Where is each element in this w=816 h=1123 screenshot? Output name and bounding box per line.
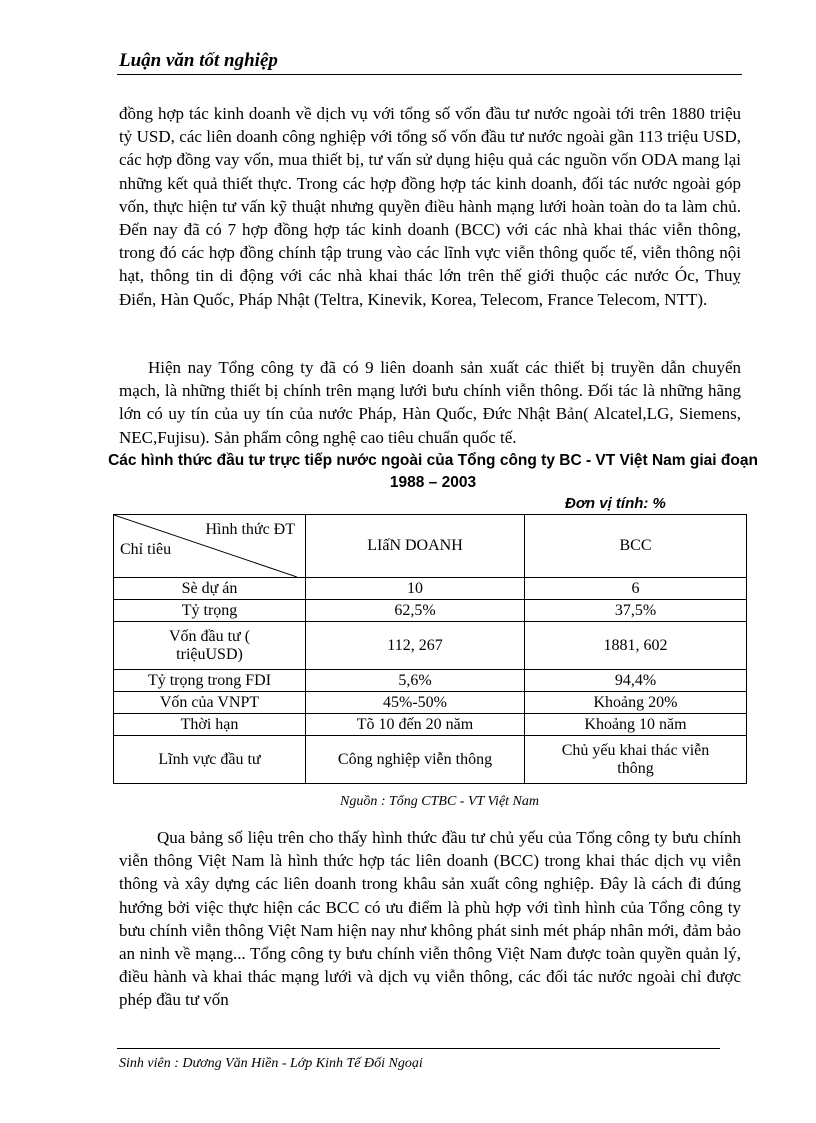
cell-bcc: 6 [525, 578, 747, 600]
row-label: Tỷ trọng [114, 600, 306, 622]
cell-bcc: 94,4% [525, 670, 747, 692]
table-title: Các hình thức đầu tư trực tiếp nước ngoài của Tổng công ty BC - VT Việt Nam giai đoạn 1988 – 2003 [108, 452, 758, 491]
table-row [114, 714, 747, 736]
row-label: Vốn của VNPT [114, 692, 306, 714]
paragraph-1: đồng hợp tác kinh doanh về dịch vụ với tổng số vốn đầu tư nước ngoài tới trên 1880 triệu tỷ USD, các liên doanh công nghiệp với tổng số vốn đầu tư nước ngoài gần 113 triệu USD, các hợp đồng vay vốn, mua thiết bị, tư vấn sử dụng hiệu quả các nguồn vốn ODA mang lại những kết quả thiết thực. Trong các hợp đồng hợp tác kinh doanh, đối tác nước ngoài góp vốn, thực hiện tư vấn kỹ thuật nhưng quyền điều hành mạng lưới hoàn toàn do ta làm chủ. Đến nay đã có 7 hợp đồng hợp tác kinh doanh (BCC) với các nhà khai thác viễn thông, trong đó các hợp đồng chính tập trung vào các lĩnh vực viễn thông quốc tế, viễn thông nội hạt, thông tin di động với các nhà khai thác lớn trên thế giới thuộc các nước Óc, Thuỵ Điển, Hàn Quốc, Pháp Nhật (Teltra, Kinevik, Korea, Telecom, France Telecom, NTT). [119, 104, 741, 309]
header-divider [117, 74, 742, 75]
cell-joint-venture: 5,6% [306, 670, 525, 692]
cell-joint-venture: 112, 267 [306, 622, 525, 670]
row-label: Tỷ trọng trong FDI [114, 670, 306, 692]
cell-bcc: Khoảng 20% [525, 692, 747, 714]
row-label: Thời hạn [114, 714, 306, 736]
cell-joint-venture: Tõ 10 đến 20 năm [306, 714, 525, 736]
cell-joint-venture: 10 [306, 578, 525, 600]
table-unit: Đơn vị tính: % [565, 495, 666, 512]
cell-joint-venture: 62,5% [306, 600, 525, 622]
column-header-joint-venture: LIấN DOANH [306, 515, 525, 578]
row-label: Sè dự án [114, 578, 306, 600]
cell-bcc: 37,5% [525, 600, 747, 622]
row-label: Vốn đầu tư ( triệuUSD) [114, 622, 306, 670]
cell-bcc: 1881, 602 [525, 622, 747, 670]
table-row [114, 578, 747, 600]
table-corner-cell [114, 515, 306, 578]
table-row [114, 622, 747, 670]
table-row [114, 600, 747, 622]
footer-divider [117, 1048, 720, 1049]
fdi-table [113, 514, 747, 784]
cell-bcc: Khoảng 10 năm [525, 714, 747, 736]
paragraph-3: Qua bảng số liệu trên cho thấy hình thức đầu tư chủ yếu của Tổng công ty bưu chính viễn thông Việt Nam là hình thức hợp tác liên doanh (BCC) trong khai thác dịch vụ viễn thông và xây dựng các liên doanh trong khâu sản xuất công nghiệp. Đây là cách đi đúng hướng bởi việc thực hiện các BCC có ưu điểm là phù hợp với tình hình của Tổng công ty bưu chính viễn thông Việt Nam hiện nay như không phát sinh mét pháp nhân mới, đảm bảo an ninh về mạng... Tổng công ty bưu chính viễn thông Việt Nam được toàn quyền quản lý, điều hành và khai thác mạng lưới và dịch vụ viễn thông, các đối tác nước ngoài chỉ được phép đầu tư vốn [119, 828, 741, 1010]
column-header-bcc: BCC [525, 515, 747, 578]
row-label: Lĩnh vực đầu tư [114, 736, 306, 784]
table-row [114, 692, 747, 714]
corner-label-column: Hình thức ĐT [205, 521, 295, 538]
table-source: Nguồn : Tổng CTBC - VT Việt Nam [340, 794, 540, 809]
cell-joint-venture: Công nghiệp viễn thông [306, 736, 525, 784]
cell-bcc: Chủ yếu khai thác viễn thông [525, 736, 747, 784]
paragraph-2: Hiện nay Tổng công ty đã có 9 liên doanh sản xuất các thiết bị truyền dẫn chuyển mạch, là những thiết bị chính trên mạng lưới bưu chính viễn thông. Đối tác là những hãng lớn có uy tín của uy tín của nước Pháp, Hàn Quốc, Đức Nhật Bản( Alcatel,LG, Siemens, NEC,Fujisu). Sản phẩm công nghệ cao tiêu chuẩn quốc tế. [119, 358, 741, 447]
cell-joint-venture: 45%-50% [306, 692, 525, 714]
footer-author: Sinh viên : Dương Văn Hiền - Lớp Kinh Tế Đối Ngoại [119, 1056, 423, 1071]
corner-label-row: Chỉ tiêu [120, 541, 172, 558]
table-header-row [114, 515, 747, 578]
table-row [114, 736, 747, 784]
table-row [114, 670, 747, 692]
page-header-title: Luận văn tốt nghiệp [119, 50, 278, 71]
